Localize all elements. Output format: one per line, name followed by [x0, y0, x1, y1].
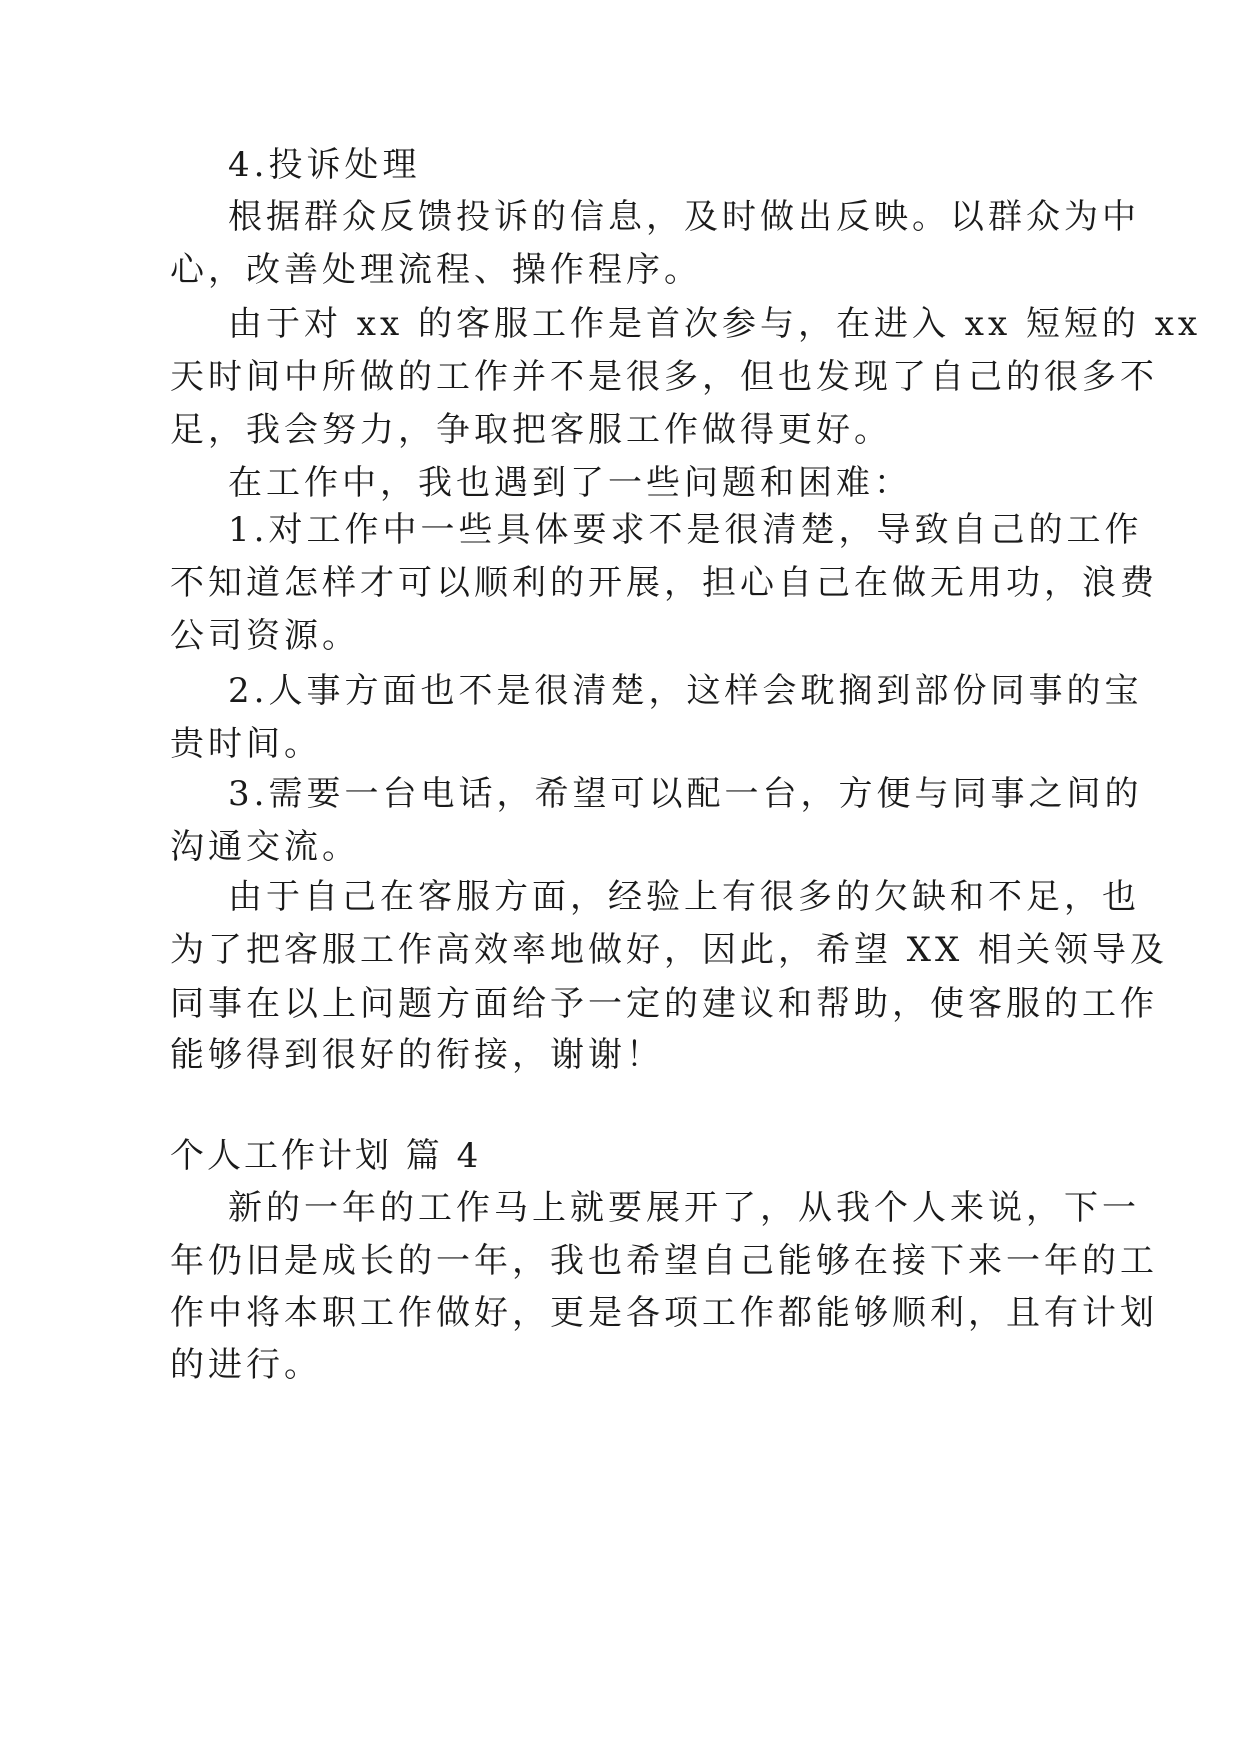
paragraph-line: 由于自己在客服方面，经验上有很多的欠缺和不足，也 — [228, 877, 1140, 917]
paragraph-line: 年仍旧是成长的一年，我也希望自己能够在接下来一年的工 — [170, 1241, 1158, 1281]
paragraph-line: 新的一年的工作马上就要展开了，从我个人来说，下一 — [228, 1188, 1140, 1228]
paragraph-line: 由于对 xx 的客服工作是首次参与，在进入 xx 短短的 xx — [228, 304, 1202, 344]
paragraph-line: 的进行。 — [170, 1345, 322, 1385]
list-item-line: 公司资源。 — [170, 616, 360, 656]
list-item-line: 沟通交流。 — [170, 827, 360, 867]
paragraph-line: 同事在以上问题方面给予一定的建议和帮助，使客服的工作 — [170, 984, 1158, 1024]
paragraph-line: 作中将本职工作做好，更是各项工作都能够顺利，且有计划 — [170, 1293, 1158, 1333]
paragraph-line: 根据群众反馈投诉的信息，及时做出反映。以群众为中 — [228, 197, 1140, 237]
section-item-complaint-handling: 4.投诉处理 — [228, 145, 421, 185]
paragraph-line: 能够得到很好的衔接，谢谢！ — [170, 1035, 664, 1075]
list-item-line: 2.人事方面也不是很清楚，这样会耽搁到部份同事的宝 — [228, 671, 1143, 711]
list-item-line: 贵时间。 — [170, 724, 322, 764]
paragraph-line: 天时间中所做的工作并不是很多，但也发现了自己的很多不 — [170, 357, 1158, 397]
list-item-line: 3.需要一台电话，希望可以配一台，方便与同事之间的 — [228, 774, 1143, 814]
list-item-line: 1.对工作中一些具体要求不是很清楚，导致自己的工作 — [228, 510, 1143, 550]
paragraph-line: 足，我会努力，争取把客服工作做得更好。 — [170, 410, 892, 450]
paragraph-line: 心，改善处理流程、操作程序。 — [170, 250, 702, 290]
paragraph-line: 为了把客服工作高效率地做好，因此，希望 XX 相关领导及 — [170, 930, 1169, 970]
list-item-line: 不知道怎样才可以顺利的开展，担心自己在做无用功，浪费 — [170, 563, 1158, 603]
section-heading: 个人工作计划 篇 4 — [170, 1136, 482, 1176]
paragraph-line: 在工作中，我也遇到了一些问题和困难： — [228, 463, 912, 503]
